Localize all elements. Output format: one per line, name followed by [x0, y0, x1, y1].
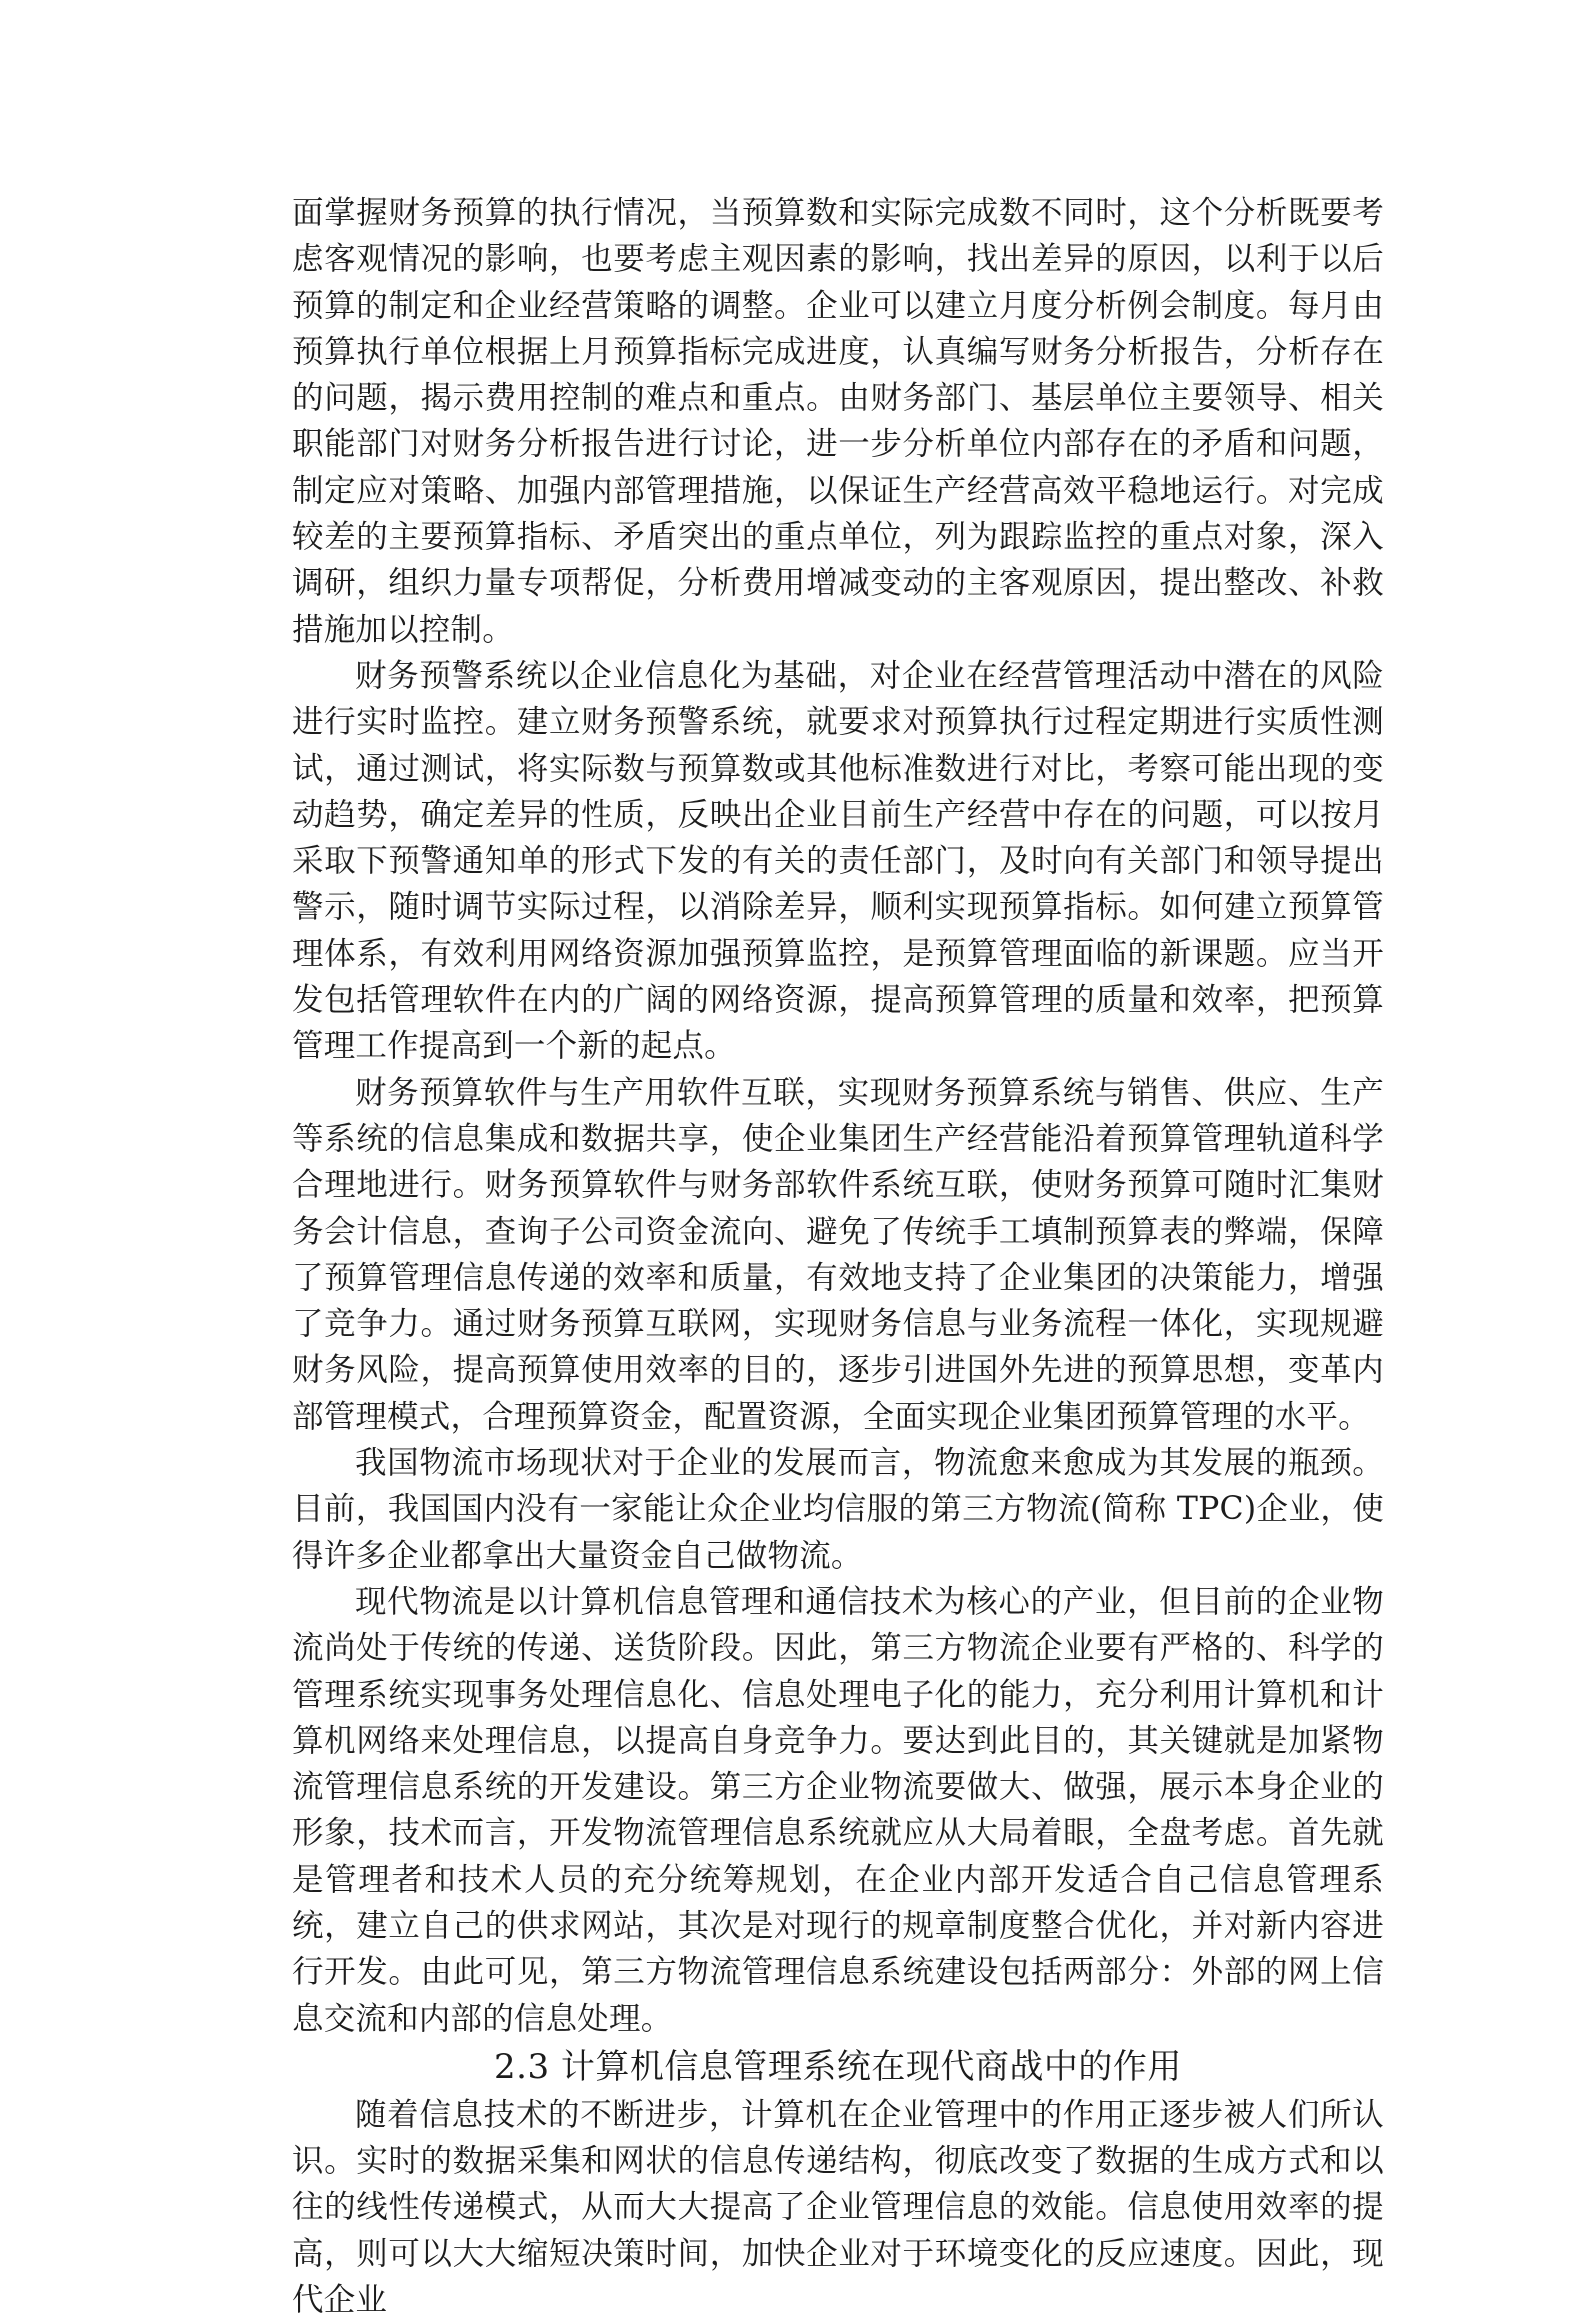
paragraph-budget-software-integration: 财务预算软件与生产用软件互联，实现财务预算系统与销售、供应、生产等系统的信息集成和数据共享，使企业集团生产经营能沿着预算管理轨道科学合理地进行。财务预算软件与财务部软件系统互联，使财务预算可随时汇集财务会计信息，查询子公司资金流向、避免了传统手工填制预算表的弊端，保障了预算管理信息传递的效率和质量，有效地支持了企业集团的决策能力，增强了竞争力。通过财务预算互联网，实现财务信息与业务流程一体化，实现规避财务风险，提高预算使用效率的目的，逐步引进国外先进的预算思想，变革内部管理模式，合理预算资金，配置资源，全面实现企业集团预算管理的水平。: [292, 1074, 1384, 1435]
paragraph-it-progress: 随着信息技术的不断进步，计算机在企业管理中的作用正逐步被人们所认识。实时的数据采集和网状的信息传递结构，彻底改变了数据的生成方式和以往的线性传递模式，从而大大提高了企业管理信息的效能。信息使用效率的提高，则可以大大缩短决策时间，加快企业对于环境变化的反应速度。因此，现代企业: [292, 2096, 1384, 2319]
section-heading: 2.3 计算机信息管理系统在现代商战中的作用: [494, 2046, 1182, 2087]
paragraph-modern-logistics: 现代物流是以计算机信息管理和通信技术为核心的产业，但目前的企业物流尚处于传统的传递、送货阶段。因此，第三方物流企业要有严格的、科学的管理系统实现事务处理信息化、信息处理电子化的能力，充分利用计算机和计算机网络来处理信息，以提高自身竞争力。要达到此目的，其关键就是加紧物流管理信息系统的开发建设。第三方企业物流要做大、做强，展示本身企业的形象，技术而言，开发物流管理信息系统就应从大局着眼，全盘考虑。首先就是管理者和技术人员的充分统筹规划，在企业内部开发适合自己信息管理系统，建立自己的供求网站，其次是对现行的规章制度整合优化，并对新内容进行开发。由此可见，第三方物流管理信息系统建设包括两部分：外部的网上信息交流和内部的信息处理。: [292, 1583, 1384, 2037]
page-body: [292, 190, 1384, 2323]
paragraph-budget-analysis: 面掌握财务预算的执行情况，当预算数和实际完成数不同时，这个分析既要考虑客观情况的影响，也要考虑主观因素的影响，找出差异的原因，以利于以后预算的制定和企业经营策略的调整。企业可以建立月度分析例会制度。每月由预算执行单位根据上月预算指标完成进度，认真编写财务分析报告，分析存在的问题，揭示费用控制的难点和重点。由财务部门、基层单位主要领导、相关职能部门对财务分析报告进行讨论，进一步分析单位内部存在的矛盾和问题，制定应对策略、加强内部管理措施，以保证生产经营高效平稳地运行。对完成较差的主要预算指标、矛盾突出的重点单位，列为跟踪监控的重点对象，深入调研，组织力量专项帮促，分析费用增减变动的主客观原因，提出整改、补救措施加以控制。: [292, 195, 1384, 648]
paragraph-logistics-market-status: 我国物流市场现状对于企业的发展而言，物流愈来愈成为其发展的瓶颈。目前，我国国内没有一家能让众企业均信服的第三方物流(简称 TPC)企业，使得许多企业都拿出大量资金自己做物流。: [292, 1445, 1384, 1574]
paragraph-financial-warning-system: 财务预警系统以企业信息化为基础，对企业在经营管理活动中潜在的风险进行实时监控。建立财务预警系统，就要求对预算执行过程定期进行实质性测试，通过测试，将实际数与预算数或其他标准数进行对比，考察可能出现的变动趋势，确定差异的性质，反映出企业目前生产经营中存在的问题，可以按月采取下预警通知单的形式下发的有关的责任部门，及时向有关部门和领导提出警示，随时调节实际过程，以消除差异，顺利实现预算指标。如何建立预算管理体系，有效利用网络资源加强预算监控，是预算管理面临的新课题。应当开发包括管理软件在内的广阔的网络资源，提高预算管理的质量和效率，把预算管理工作提高到一个新的起点。: [292, 657, 1384, 1065]
